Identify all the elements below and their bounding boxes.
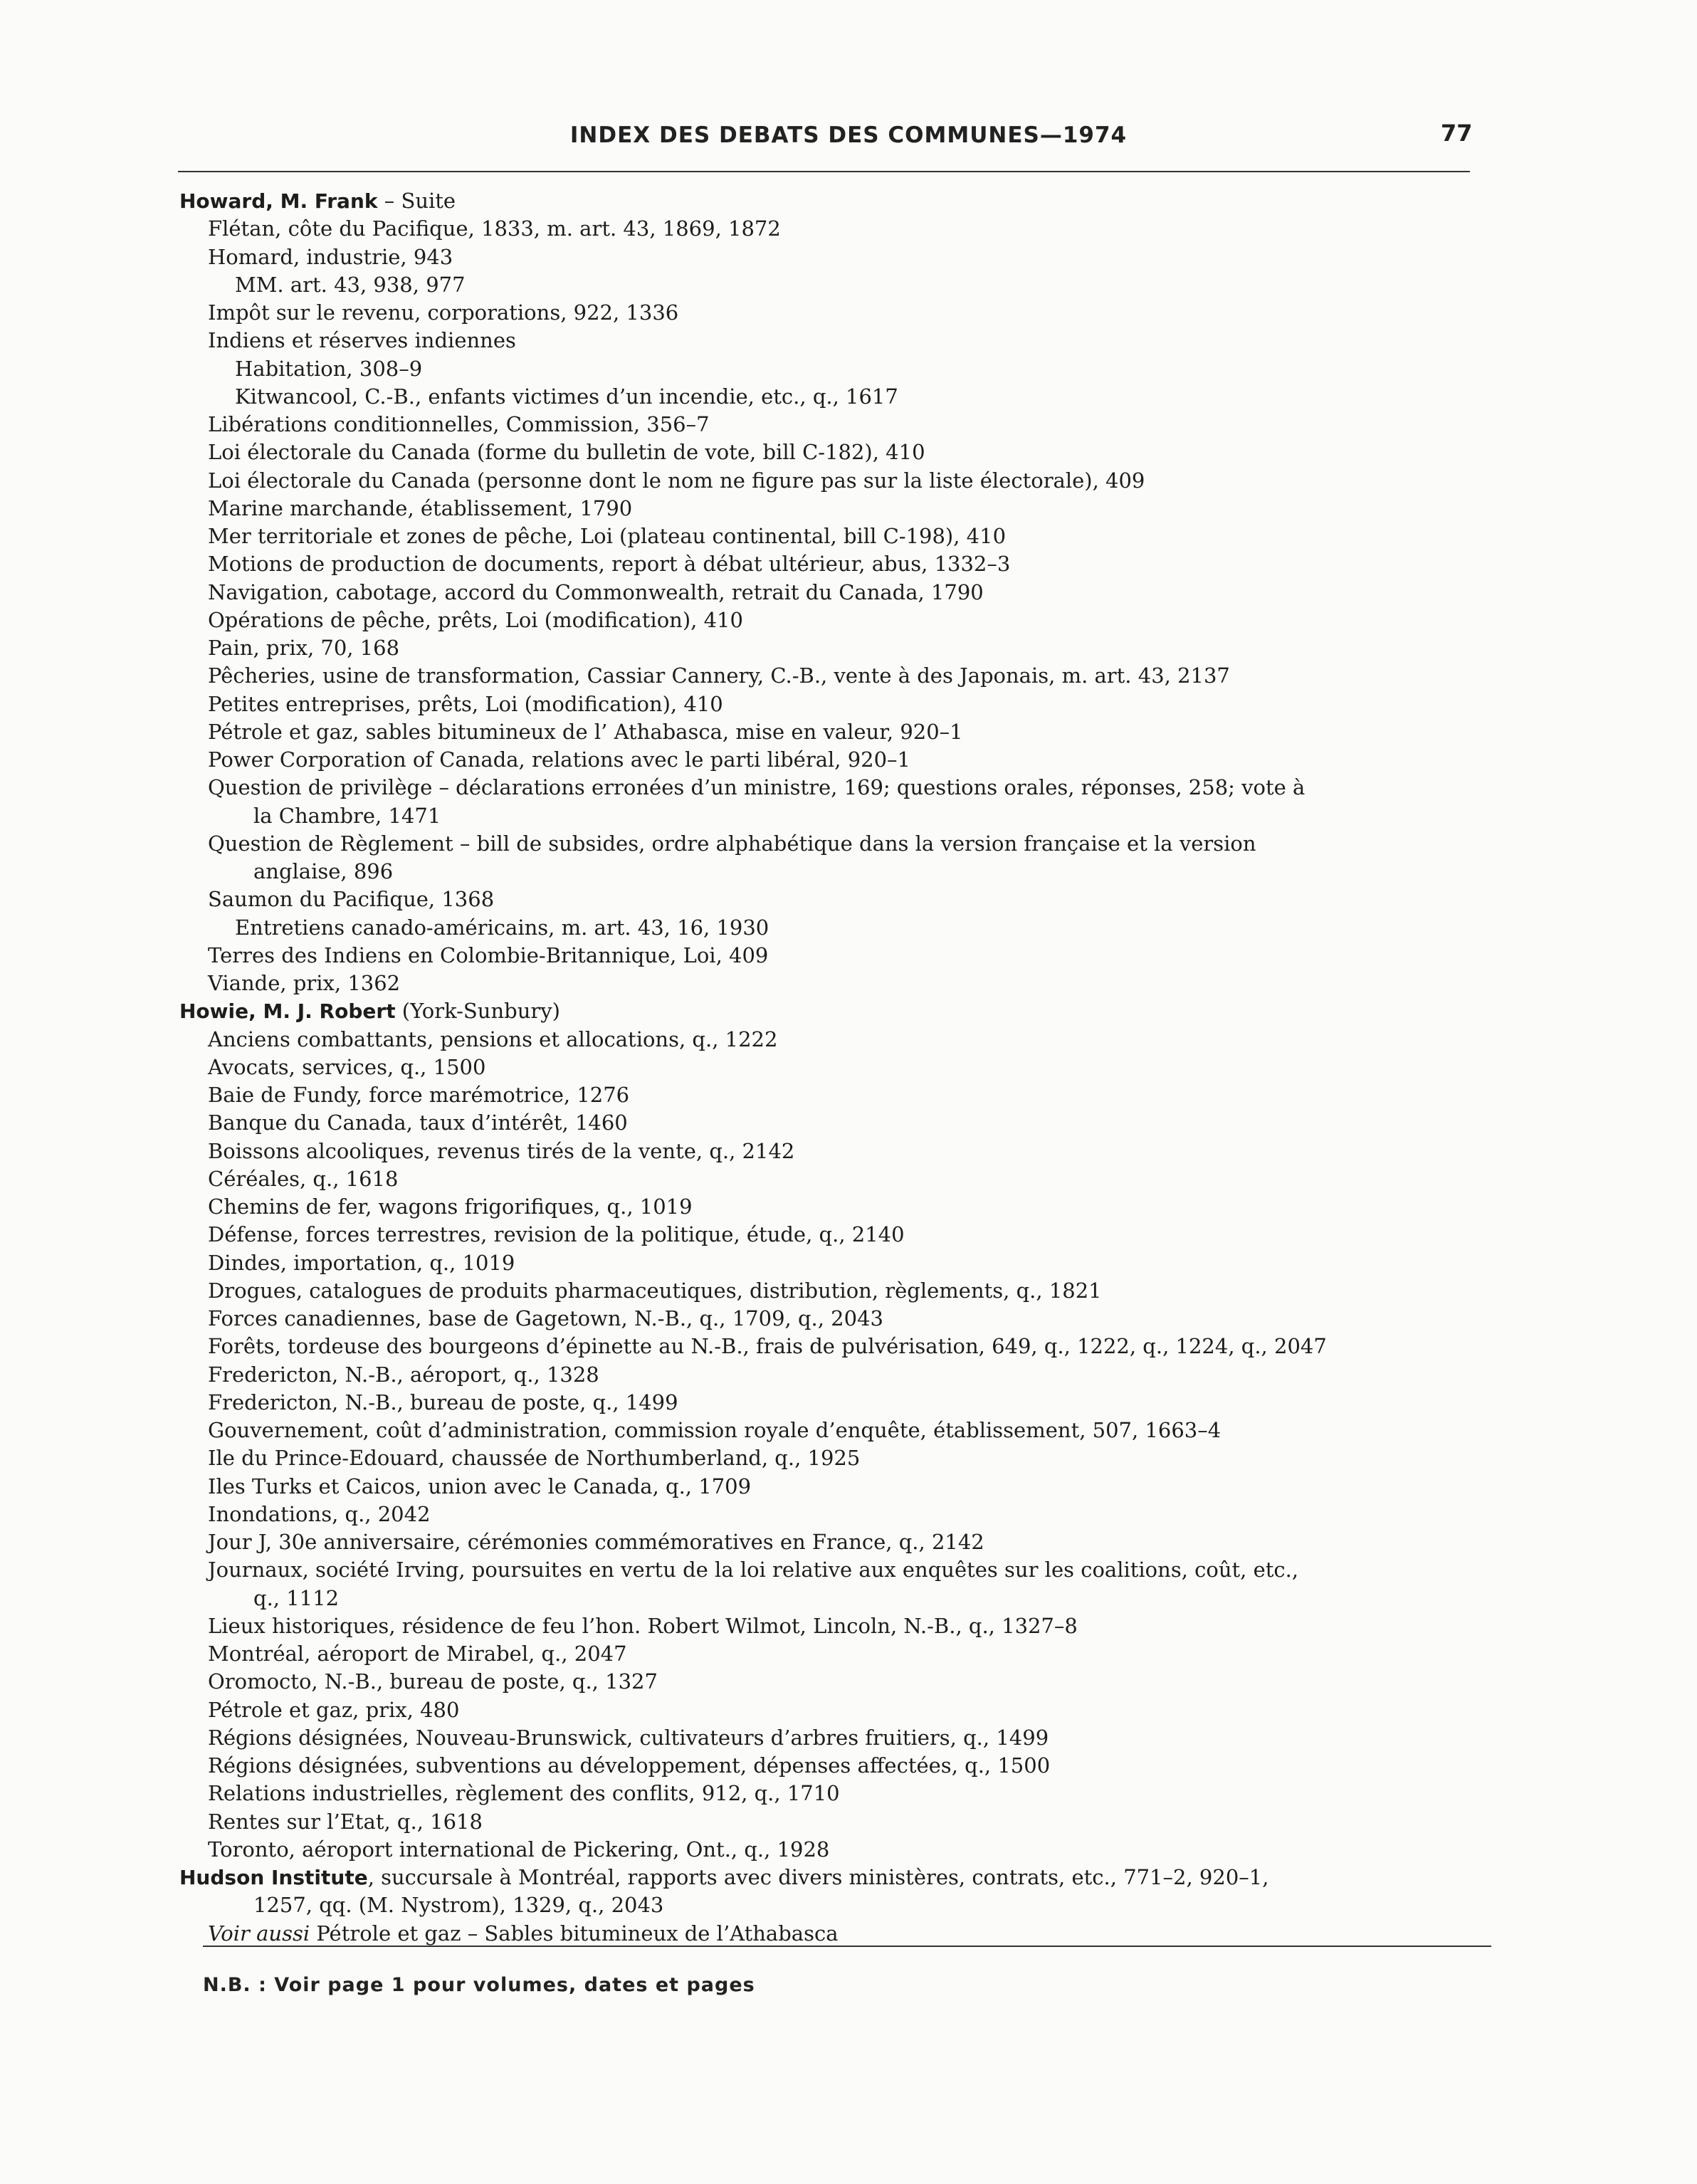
entry-text: Banque du Canada, taux d’intérêt, 1460 bbox=[208, 1111, 628, 1135]
index-subentry bbox=[179, 579, 1503, 607]
index-subentry bbox=[179, 1109, 1503, 1137]
index-subentry bbox=[179, 299, 1503, 327]
index-subentry bbox=[179, 691, 1503, 718]
page-number: 77 bbox=[1441, 120, 1473, 147]
entry-text: q., 1112 bbox=[253, 1585, 340, 1610]
index-subentry bbox=[179, 1193, 1503, 1221]
entry-text: Journaux, société Irving, poursuites en vertu de la loi relative aux enquêtes sur les coalitions, coût, etc., bbox=[208, 1558, 1299, 1582]
index-subentry bbox=[179, 634, 1503, 662]
index-subentry bbox=[179, 1221, 1503, 1249]
entry-text: Question de Règlement – bill de subsides, ordre alphabétique dans la version française et la version bbox=[208, 831, 1256, 856]
entry-text: Inondations, q., 2042 bbox=[208, 1501, 431, 1526]
index-subentry bbox=[179, 1920, 1503, 1948]
index-continuation bbox=[179, 858, 1503, 886]
entry-text: Viande, prix, 1362 bbox=[208, 971, 401, 995]
index-subentry bbox=[179, 1417, 1503, 1444]
index-subentry bbox=[179, 774, 1503, 802]
index-subentry bbox=[179, 830, 1503, 858]
bottom-rule bbox=[203, 1946, 1491, 1947]
index-subentry bbox=[179, 1305, 1503, 1333]
entry-text: Forces canadiennes, base de Gagetown, N.-B., q., 1709, q., 2043 bbox=[208, 1306, 883, 1330]
entry-text: Opérations de pêche, prêts, Loi (modification), 410 bbox=[208, 607, 743, 632]
index-subentry bbox=[179, 1138, 1503, 1165]
entry-text: Entretiens canado-américains, m. art. 43, 16, 1930 bbox=[235, 915, 769, 940]
index-continuation bbox=[179, 1585, 1503, 1612]
member-name: Howard, M. Frank bbox=[179, 189, 378, 213]
entry-text: Toronto, aéroport international de Pickering, Ont., q., 1928 bbox=[208, 1837, 830, 1862]
entry-text: Iles Turks et Caicos, union avec le Canada, q., 1709 bbox=[208, 1474, 752, 1498]
heading-qualifier: – Suite bbox=[377, 189, 456, 213]
index-subentry bbox=[179, 1501, 1503, 1528]
entry-text: Relations industrielles, règlement des conflits, 912, q., 1710 bbox=[208, 1781, 840, 1806]
entry-text: Régions désignées, subventions au développement, dépenses affectées, q., 1500 bbox=[208, 1753, 1051, 1778]
index-subentry bbox=[179, 1668, 1503, 1696]
entry-text: Céréales, q., 1618 bbox=[208, 1166, 399, 1191]
entry-text: Indiens et réserves indiennes bbox=[208, 328, 516, 353]
entry-text: Homard, industrie, 943 bbox=[208, 244, 453, 269]
index-subentry bbox=[179, 467, 1503, 495]
entry-text: Lieux historiques, résidence de feu l’hon. Robert Wilmot, Lincoln, N.-B., q., 1327–8 bbox=[208, 1613, 1078, 1638]
index-subentry bbox=[179, 355, 1503, 383]
entry-text: Gouvernement, coût d’administration, commission royale d’enquête, établissement, 507, 1663–4 bbox=[208, 1418, 1221, 1442]
entry-text: Fredericton, N.-B., bureau de poste, q., 1499 bbox=[208, 1390, 678, 1414]
index-subentry bbox=[179, 1528, 1503, 1556]
entry-text: Chemins de fer, wagons frigorifiques, q., 1019 bbox=[208, 1195, 693, 1219]
index-entries bbox=[179, 187, 1503, 1948]
entry-text: Anciens combattants, pensions et allocations, q., 1222 bbox=[208, 1027, 778, 1051]
index-subentry bbox=[179, 914, 1503, 942]
index-subentry bbox=[179, 1556, 1503, 1584]
entry-text: Baie de Fundy, force marémotrice, 1276 bbox=[208, 1083, 630, 1107]
entry-text: Boissons alcooliques, revenus tirés de la vente, q., 2142 bbox=[208, 1138, 795, 1163]
index-subentry bbox=[179, 718, 1503, 746]
index-subentry bbox=[179, 1054, 1503, 1081]
entry-text: Rentes sur l’Etat, q., 1618 bbox=[208, 1809, 483, 1834]
entry-text: Saumon du Pacifique, 1368 bbox=[208, 887, 495, 912]
index-subentry bbox=[179, 662, 1503, 690]
index-heading bbox=[179, 187, 1503, 215]
entry-text: Petites entreprises, prêts, Loi (modification), 410 bbox=[208, 691, 723, 716]
entry-text: Terres des Indiens en Colombie-Britannique, Loi, 409 bbox=[208, 943, 769, 967]
index-heading bbox=[179, 997, 1503, 1025]
entry-text: Kitwancool, C.-B., enfants victimes d’un incendie, etc., q., 1617 bbox=[235, 384, 898, 409]
index-subentry bbox=[179, 1333, 1503, 1360]
entry-text: Pétrole et gaz – Sables bitumineux de l’Athabasca bbox=[310, 1921, 839, 1946]
entry-text: Habitation, 308–9 bbox=[235, 356, 423, 381]
index-continuation bbox=[179, 802, 1503, 830]
entry-text: Power Corporation of Canada, relations avec le parti libéral, 920–1 bbox=[208, 747, 910, 772]
entry-text: Pétrole et gaz, sables bitumineux de l’ Athabasca, mise en valeur, 920–1 bbox=[208, 719, 963, 744]
index-subentry bbox=[179, 886, 1503, 913]
entry-text: 1257, qq. (M. Nystrom), 1329, q., 2043 bbox=[253, 1893, 664, 1918]
entry-text: Drogues, catalogues de produits pharmaceutiques, distribution, règlements, q., 1821 bbox=[208, 1278, 1102, 1303]
index-subentry bbox=[179, 550, 1503, 578]
index-subentry bbox=[179, 243, 1503, 271]
index-subentry bbox=[179, 1808, 1503, 1836]
entry-text: Pain, prix, 70, 168 bbox=[208, 636, 400, 660]
index-subentry bbox=[179, 1165, 1503, 1193]
member-name: Howie, M. J. Robert bbox=[179, 999, 396, 1024]
index-subentry bbox=[179, 523, 1503, 550]
entry-text: Montréal, aéroport de Mirabel, q., 2047 bbox=[208, 1642, 627, 1666]
entry-text: Dindes, importation, q., 1019 bbox=[208, 1250, 515, 1275]
index-subentry bbox=[179, 271, 1503, 299]
entry-text: Impôt sur le revenu, corporations, 922, 1336 bbox=[208, 300, 679, 325]
footnote: N.B. : Voir page 1 pour volumes, dates et pages bbox=[203, 1974, 755, 1996]
top-rule bbox=[178, 171, 1470, 172]
member-name: Hudson Institute bbox=[179, 1866, 368, 1889]
index-subentry bbox=[179, 970, 1503, 997]
entry-text: Jour J, 30e anniversaire, cérémonies commémoratives en France, q., 2142 bbox=[208, 1530, 984, 1554]
index-subentry bbox=[179, 215, 1503, 243]
index-subentry bbox=[179, 1836, 1503, 1864]
index-subentry bbox=[179, 942, 1503, 970]
entry-text: Défense, forces terrestres, revision de la politique, étude, q., 2140 bbox=[208, 1222, 905, 1247]
index-subentry bbox=[179, 1752, 1503, 1780]
entry-text: Ile du Prince-Edouard, chaussée de Northumberland, q., 1925 bbox=[208, 1446, 861, 1471]
entry-text: Motions de production de documents, report à débat ultérieur, abus, 1332–3 bbox=[208, 552, 1011, 577]
index-subentry bbox=[179, 411, 1503, 439]
entry-text: Pêcheries, usine de transformation, Cassiar Cannery, C.-B., vente à des Japonais, m. art. 43, 2137 bbox=[208, 663, 1230, 688]
entry-text: Pétrole et gaz, prix, 480 bbox=[208, 1697, 460, 1722]
index-heading bbox=[179, 1864, 1503, 1891]
index-subentry bbox=[179, 1277, 1503, 1305]
index-subentry bbox=[179, 607, 1503, 634]
index-subentry bbox=[179, 1389, 1503, 1417]
entry-text: Marine marchande, établissement, 1790 bbox=[208, 495, 633, 520]
index-subentry bbox=[179, 746, 1503, 774]
index-subentry bbox=[179, 1612, 1503, 1640]
entry-text: Loi électorale du Canada (personne dont le nom ne figure pas sur la liste électorale), 409 bbox=[208, 468, 1145, 493]
see-also-label: Voir aussi bbox=[208, 1921, 310, 1946]
entry-text: Fredericton, N.-B., aéroport, q., 1328 bbox=[208, 1362, 599, 1387]
entry-text: anglaise, 896 bbox=[253, 859, 394, 883]
entry-text: Libérations conditionnelles, Commission, 356–7 bbox=[208, 412, 710, 436]
index-subentry bbox=[179, 1444, 1503, 1472]
index-subentry bbox=[179, 1473, 1503, 1501]
entry-text: Flétan, côte du Pacifique, 1833, m. art. 43, 1869, 1872 bbox=[208, 216, 781, 241]
index-subentry bbox=[179, 1696, 1503, 1724]
entry-text: Question de privilège – déclarations erronées d’un ministre, 169; questions orales, réponses, 258; vote à bbox=[208, 775, 1305, 800]
index-subentry bbox=[179, 1361, 1503, 1389]
entry-text: Oromocto, N.-B., bureau de poste, q., 1327 bbox=[208, 1669, 658, 1694]
index-continuation bbox=[179, 1891, 1503, 1919]
index-subentry bbox=[179, 439, 1503, 466]
entry-text: Mer territoriale et zones de pêche, Loi (plateau continental, bill C-198), 410 bbox=[208, 524, 1007, 548]
index-subentry bbox=[179, 1081, 1503, 1109]
index-subentry bbox=[179, 1640, 1503, 1668]
index-subentry bbox=[179, 1249, 1503, 1277]
entry-text: Navigation, cabotage, accord du Commonwealth, retrait du Canada, 1790 bbox=[208, 579, 984, 604]
entry-text: MM. art. 43, 938, 977 bbox=[235, 272, 466, 297]
heading-qualifier: (York-Sunbury) bbox=[395, 999, 560, 1024]
index-subentry bbox=[179, 1026, 1503, 1054]
entry-text: Loi électorale du Canada (forme du bulletin de vote, bill C-182), 410 bbox=[208, 440, 925, 465]
index-subentry bbox=[179, 383, 1503, 411]
index-subentry bbox=[179, 1780, 1503, 1807]
running-head: INDEX DES DEBATS DES COMMUNES—1974 bbox=[569, 122, 1128, 148]
entry-text: Avocats, services, q., 1500 bbox=[208, 1054, 486, 1079]
heading-qualifier: , succursale à Montréal, rapports avec divers ministères, contrats, etc., 771–2, 920–1, bbox=[367, 1865, 1269, 1889]
entry-text: Forêts, tordeuse des bourgeons d’épinette au N.-B., frais de pulvérisation, 649, q., 1222, q., 1224, q., 2047 bbox=[208, 1334, 1327, 1359]
entry-text: la Chambre, 1471 bbox=[253, 803, 441, 828]
index-subentry bbox=[179, 1724, 1503, 1752]
entry-text: Régions désignées, Nouveau-Brunswick, cultivateurs d’arbres fruitiers, q., 1499 bbox=[208, 1725, 1049, 1750]
index-subentry bbox=[179, 327, 1503, 355]
index-subentry bbox=[179, 495, 1503, 523]
